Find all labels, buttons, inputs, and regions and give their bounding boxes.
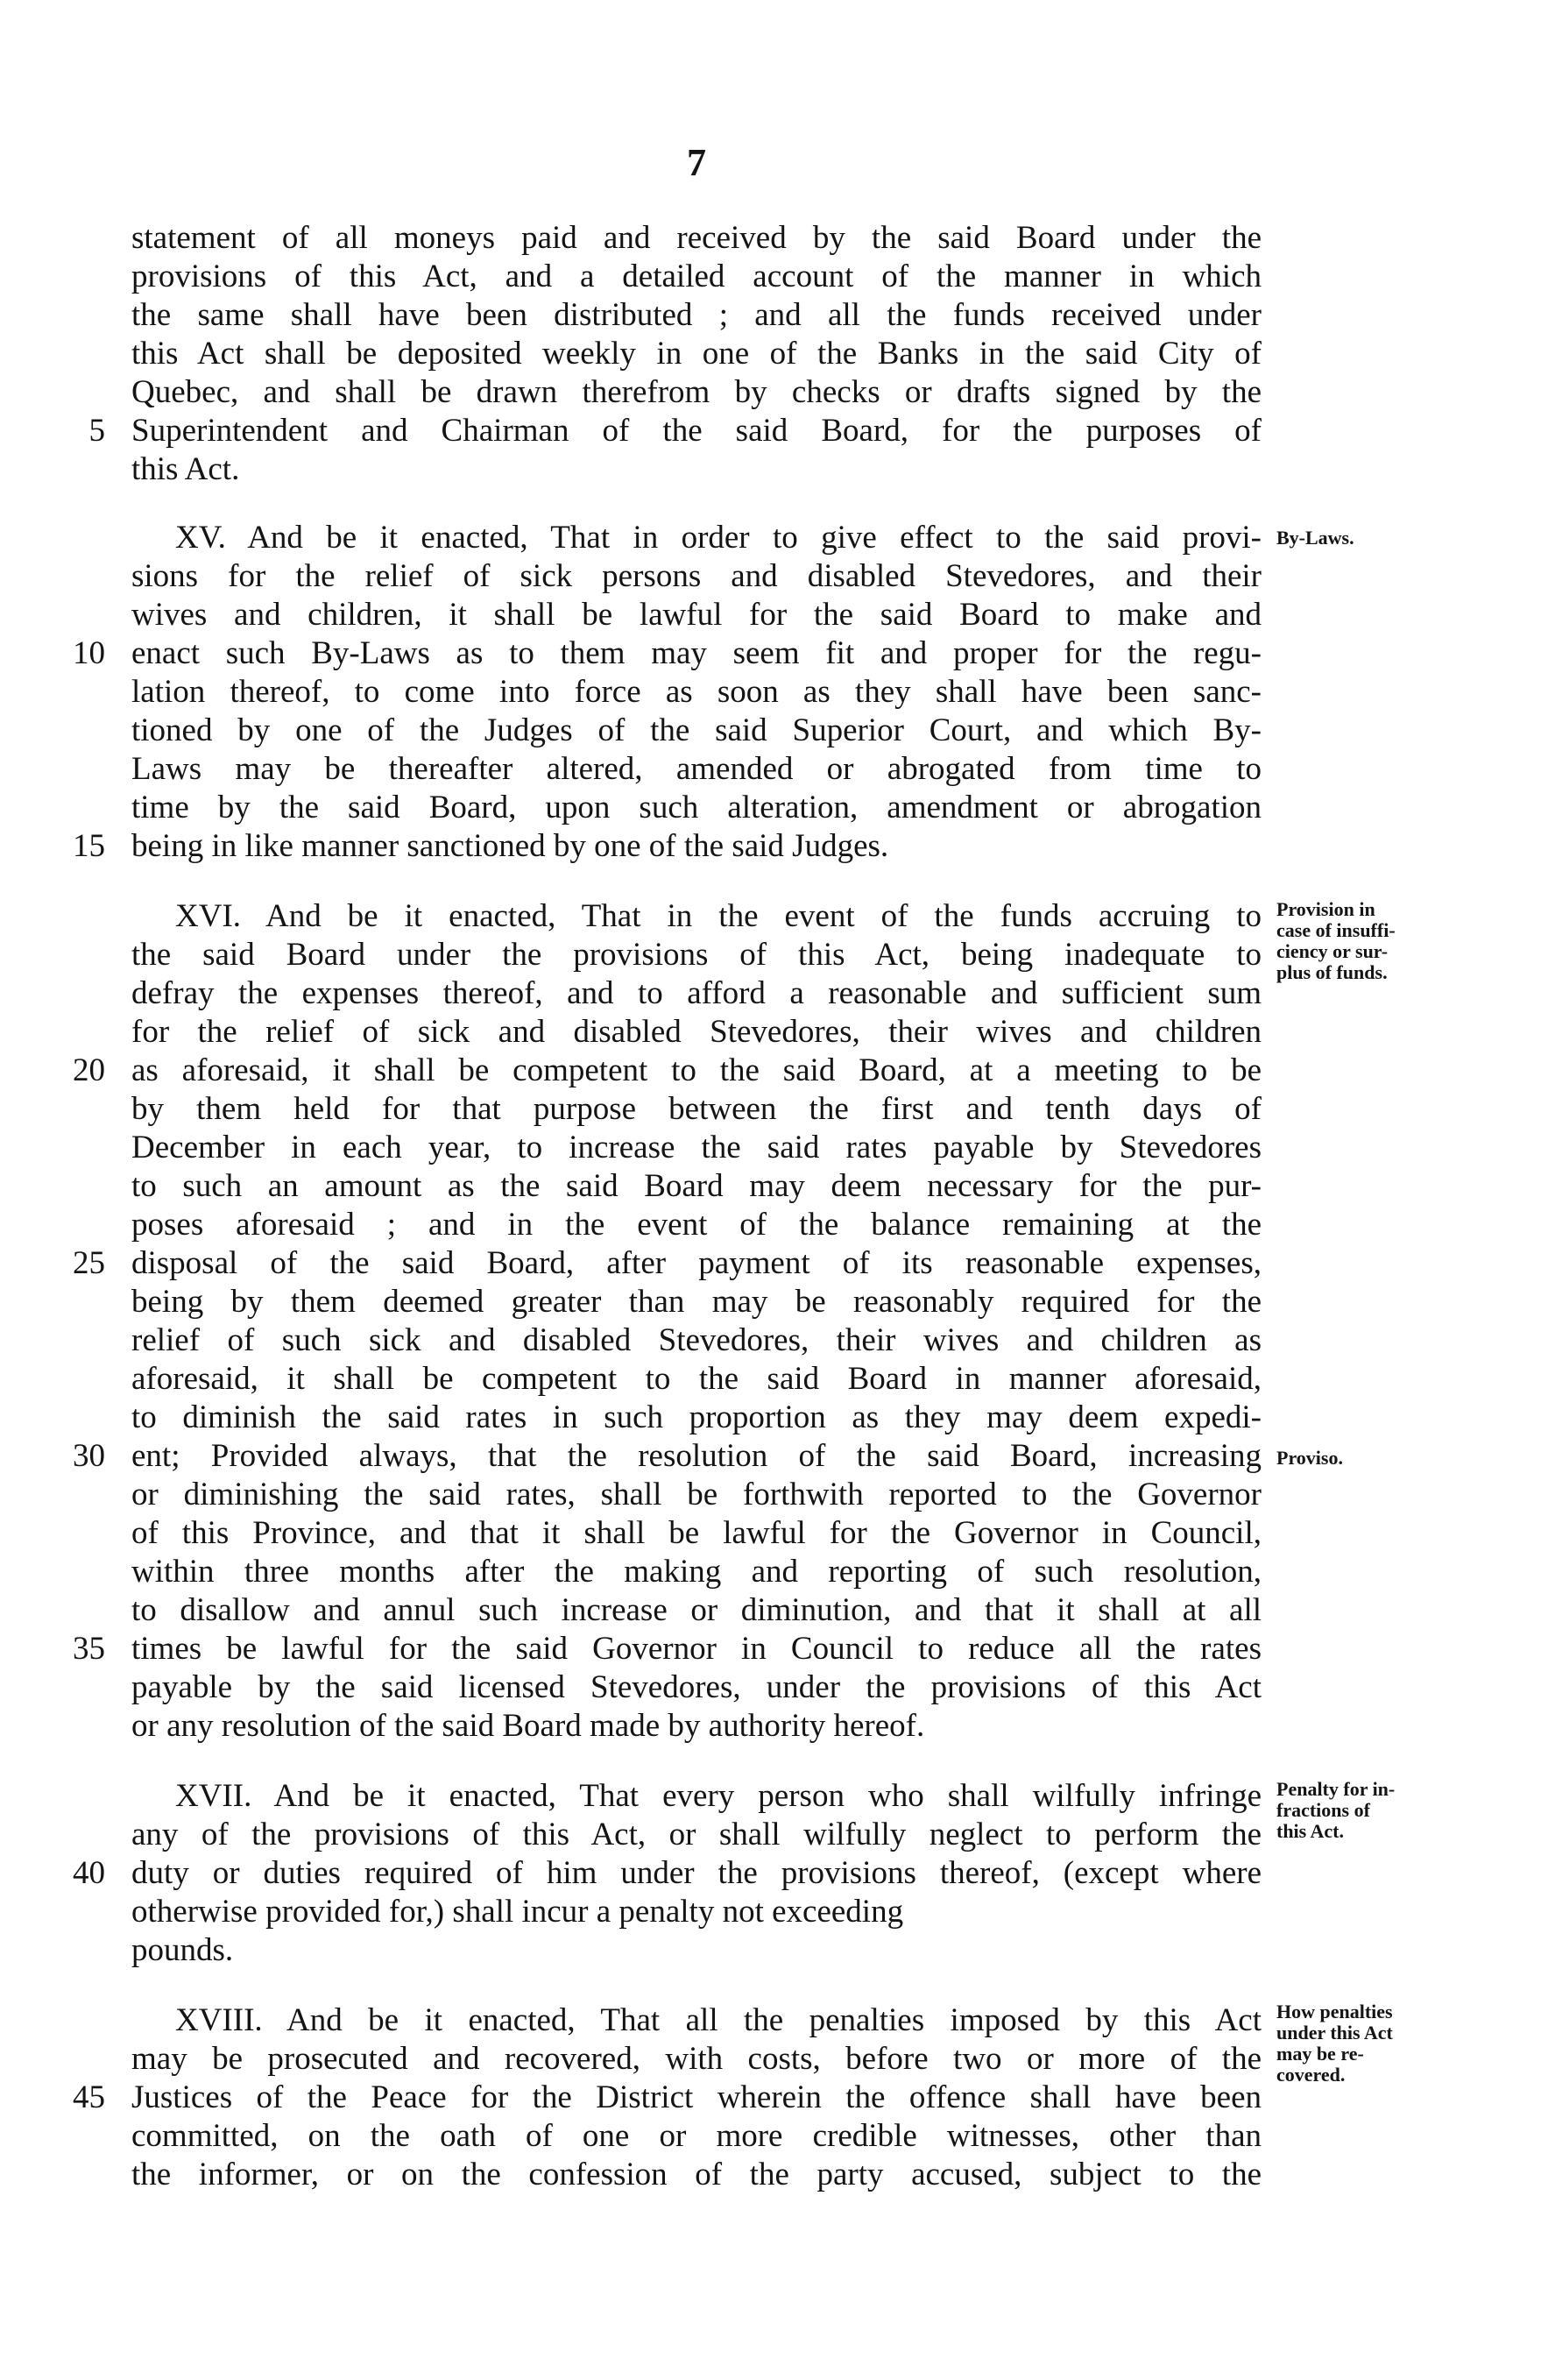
margin-note-line: fractions of (1276, 1799, 1370, 1821)
text-line: payable by the said licensed Stevedores, under the provisions of this Act (131, 1669, 1262, 1705)
text-line: disposal of the said Board, after payment of its reasonable expenses, (131, 1245, 1262, 1281)
line-number: 35 (73, 1631, 105, 1667)
margin-note-line: Penalty for in- (1276, 1778, 1396, 1800)
line-number: 15 (73, 828, 105, 864)
text-line: this Act. (131, 451, 240, 487)
text-line: of this Province, and that it shall be lawful for the Governor in Council, (131, 1515, 1262, 1551)
line-number: 10 (73, 635, 105, 671)
text-line: by them held for that purpose between the first and tenth days of (131, 1091, 1262, 1127)
text-line: may be prosecuted and recovered, with costs, before two or more of the (131, 2041, 1262, 2077)
section-xviii-heading-line: XVIII. And be it enacted, That all the penalties imposed by this Act (175, 2002, 1262, 2038)
text-line: defray the expenses thereof, and to afford a reasonable and sufficient sum (131, 975, 1262, 1011)
text-line: aforesaid, it shall be competent to the said Board in manner aforesaid, (131, 1361, 1262, 1397)
section-xvi-heading-line: XVI. And be it enacted, That in the event of the funds accruing to (175, 898, 1262, 934)
text-line: the informer, or on the confession of the party accused, subject to the (131, 2157, 1262, 2192)
line-number: 45 (73, 2079, 105, 2115)
text-line: time by the said Board, upon such alteration, amendment or abrogation (131, 790, 1262, 825)
text-line: relief of such sick and disabled Stevedores, their wives and children as (131, 1322, 1262, 1358)
text-line: pounds. (131, 1932, 234, 1968)
margin-note-penalty (1276, 1779, 1469, 1842)
text-line: or diminishing the said rates, shall be forthwith reported to the Governor (131, 1477, 1262, 1512)
margin-note-by-laws: By-Laws. (1276, 527, 1354, 549)
margin-note-line: ciency or sur- (1276, 940, 1389, 962)
text-line: as aforesaid, it shall be competent to the said Board, at a meeting to be (131, 1052, 1262, 1088)
text-line: this Act shall be deposited weekly in one of the Banks in the said City of (131, 336, 1262, 372)
text-line: times be lawful for the said Governor in Council to reduce all the rates (131, 1631, 1262, 1667)
text-line: the same shall have been distributed ; and all the funds received under (131, 297, 1262, 333)
margin-note-proviso: Proviso. (1276, 1447, 1343, 1469)
text-line: for the relief of sick and disabled Stevedores, their wives and children (131, 1014, 1262, 1050)
section-xvii-heading-line: XVII. And be it enacted, That every person who shall wilfully infringe (175, 1778, 1262, 1814)
margin-note-line: this Act. (1276, 1820, 1344, 1842)
text-line: to such an amount as the said Board may deem necessary for the pur- (131, 1168, 1262, 1204)
text-line: December in each year, to increase the said rates payable by Stevedores (131, 1130, 1262, 1165)
text-line: provisions of this Act, and a detailed account of the manner in which (131, 259, 1262, 294)
margin-note-recovery (1276, 2001, 1469, 2086)
section-xv-heading-line: XV. And be it enacted, That in order to give effect to the said provi- (175, 520, 1262, 556)
margin-note-insufficiency (1276, 899, 1469, 983)
margin-note-line: under this Act (1276, 2022, 1393, 2044)
text-line: within three months after the making and reporting of such resolution, (131, 1554, 1262, 1590)
text-line: any of the provisions of this Act, or shall wilfully neglect to perform the (131, 1817, 1262, 1852)
line-number: 40 (73, 1855, 105, 1891)
text-line: ent; Provided always, that the resolution of the said Board, increasing (131, 1438, 1262, 1474)
margin-note-line: Provision in (1276, 898, 1375, 920)
page-number: 7 (687, 141, 706, 184)
text-line: being by them deemed greater than may be reasonably required for the (131, 1284, 1262, 1320)
text-line: duty or duties required of him under the provisions thereof, (except where (131, 1855, 1262, 1891)
line-number: 5 (88, 413, 105, 449)
text-line: Superintendent and Chairman of the said Board, for the purposes of (131, 413, 1262, 449)
text-line: being in like manner sanctioned by one of the said Judges. (131, 828, 889, 864)
text-line: to disallow and annul such increase or diminution, and that it shall at all (131, 1592, 1262, 1628)
text-line: statement of all moneys paid and received by the said Board under the (131, 220, 1262, 256)
margin-note-line: How penalties (1276, 2001, 1393, 2022)
text-line: tioned by one of the Judges of the said Superior Court, and which By- (131, 712, 1262, 748)
line-number: 25 (73, 1245, 105, 1281)
text-line: poses aforesaid ; and in the event of the balance remaining at the (131, 1207, 1262, 1243)
text-line: sions for the relief of sick persons and disabled Stevedores, and their (131, 558, 1262, 594)
text-line: or any resolution of the said Board made by authority hereof. (131, 1708, 925, 1744)
text-line: wives and children, it shall be lawful for the said Board to make and (131, 597, 1262, 633)
text-line: Laws may be thereafter altered, amended or abrogated from time to (131, 751, 1262, 787)
text-line: enact such By-Laws as to them may seem fit and proper for the regu- (131, 635, 1262, 671)
line-number: 30 (73, 1438, 105, 1474)
text-line: Justices of the Peace for the District wherein the offence shall have been (131, 2079, 1262, 2115)
text-line: otherwise provided for,) shall incur a penalty not exceeding (131, 1894, 904, 1930)
margin-note-line: may be re- (1276, 2043, 1364, 2065)
text-line: to diminish the said rates in such proportion as they may deem expedi- (131, 1399, 1262, 1435)
margin-note-line: plus of funds. (1276, 961, 1388, 983)
text-line: Quebec, and shall be drawn therefrom by checks or drafts signed by the (131, 374, 1262, 410)
line-number: 20 (73, 1052, 105, 1088)
text-line: the said Board under the provisions of this Act, being inadequate to (131, 937, 1262, 973)
text-line: committed, on the oath of one or more credible witnesses, other than (131, 2118, 1262, 2154)
margin-note-line: case of insuffi- (1276, 919, 1396, 941)
margin-note-line: covered. (1276, 2064, 1346, 2086)
text-line: lation thereof, to come into force as soon as they shall have been sanc- (131, 674, 1262, 710)
